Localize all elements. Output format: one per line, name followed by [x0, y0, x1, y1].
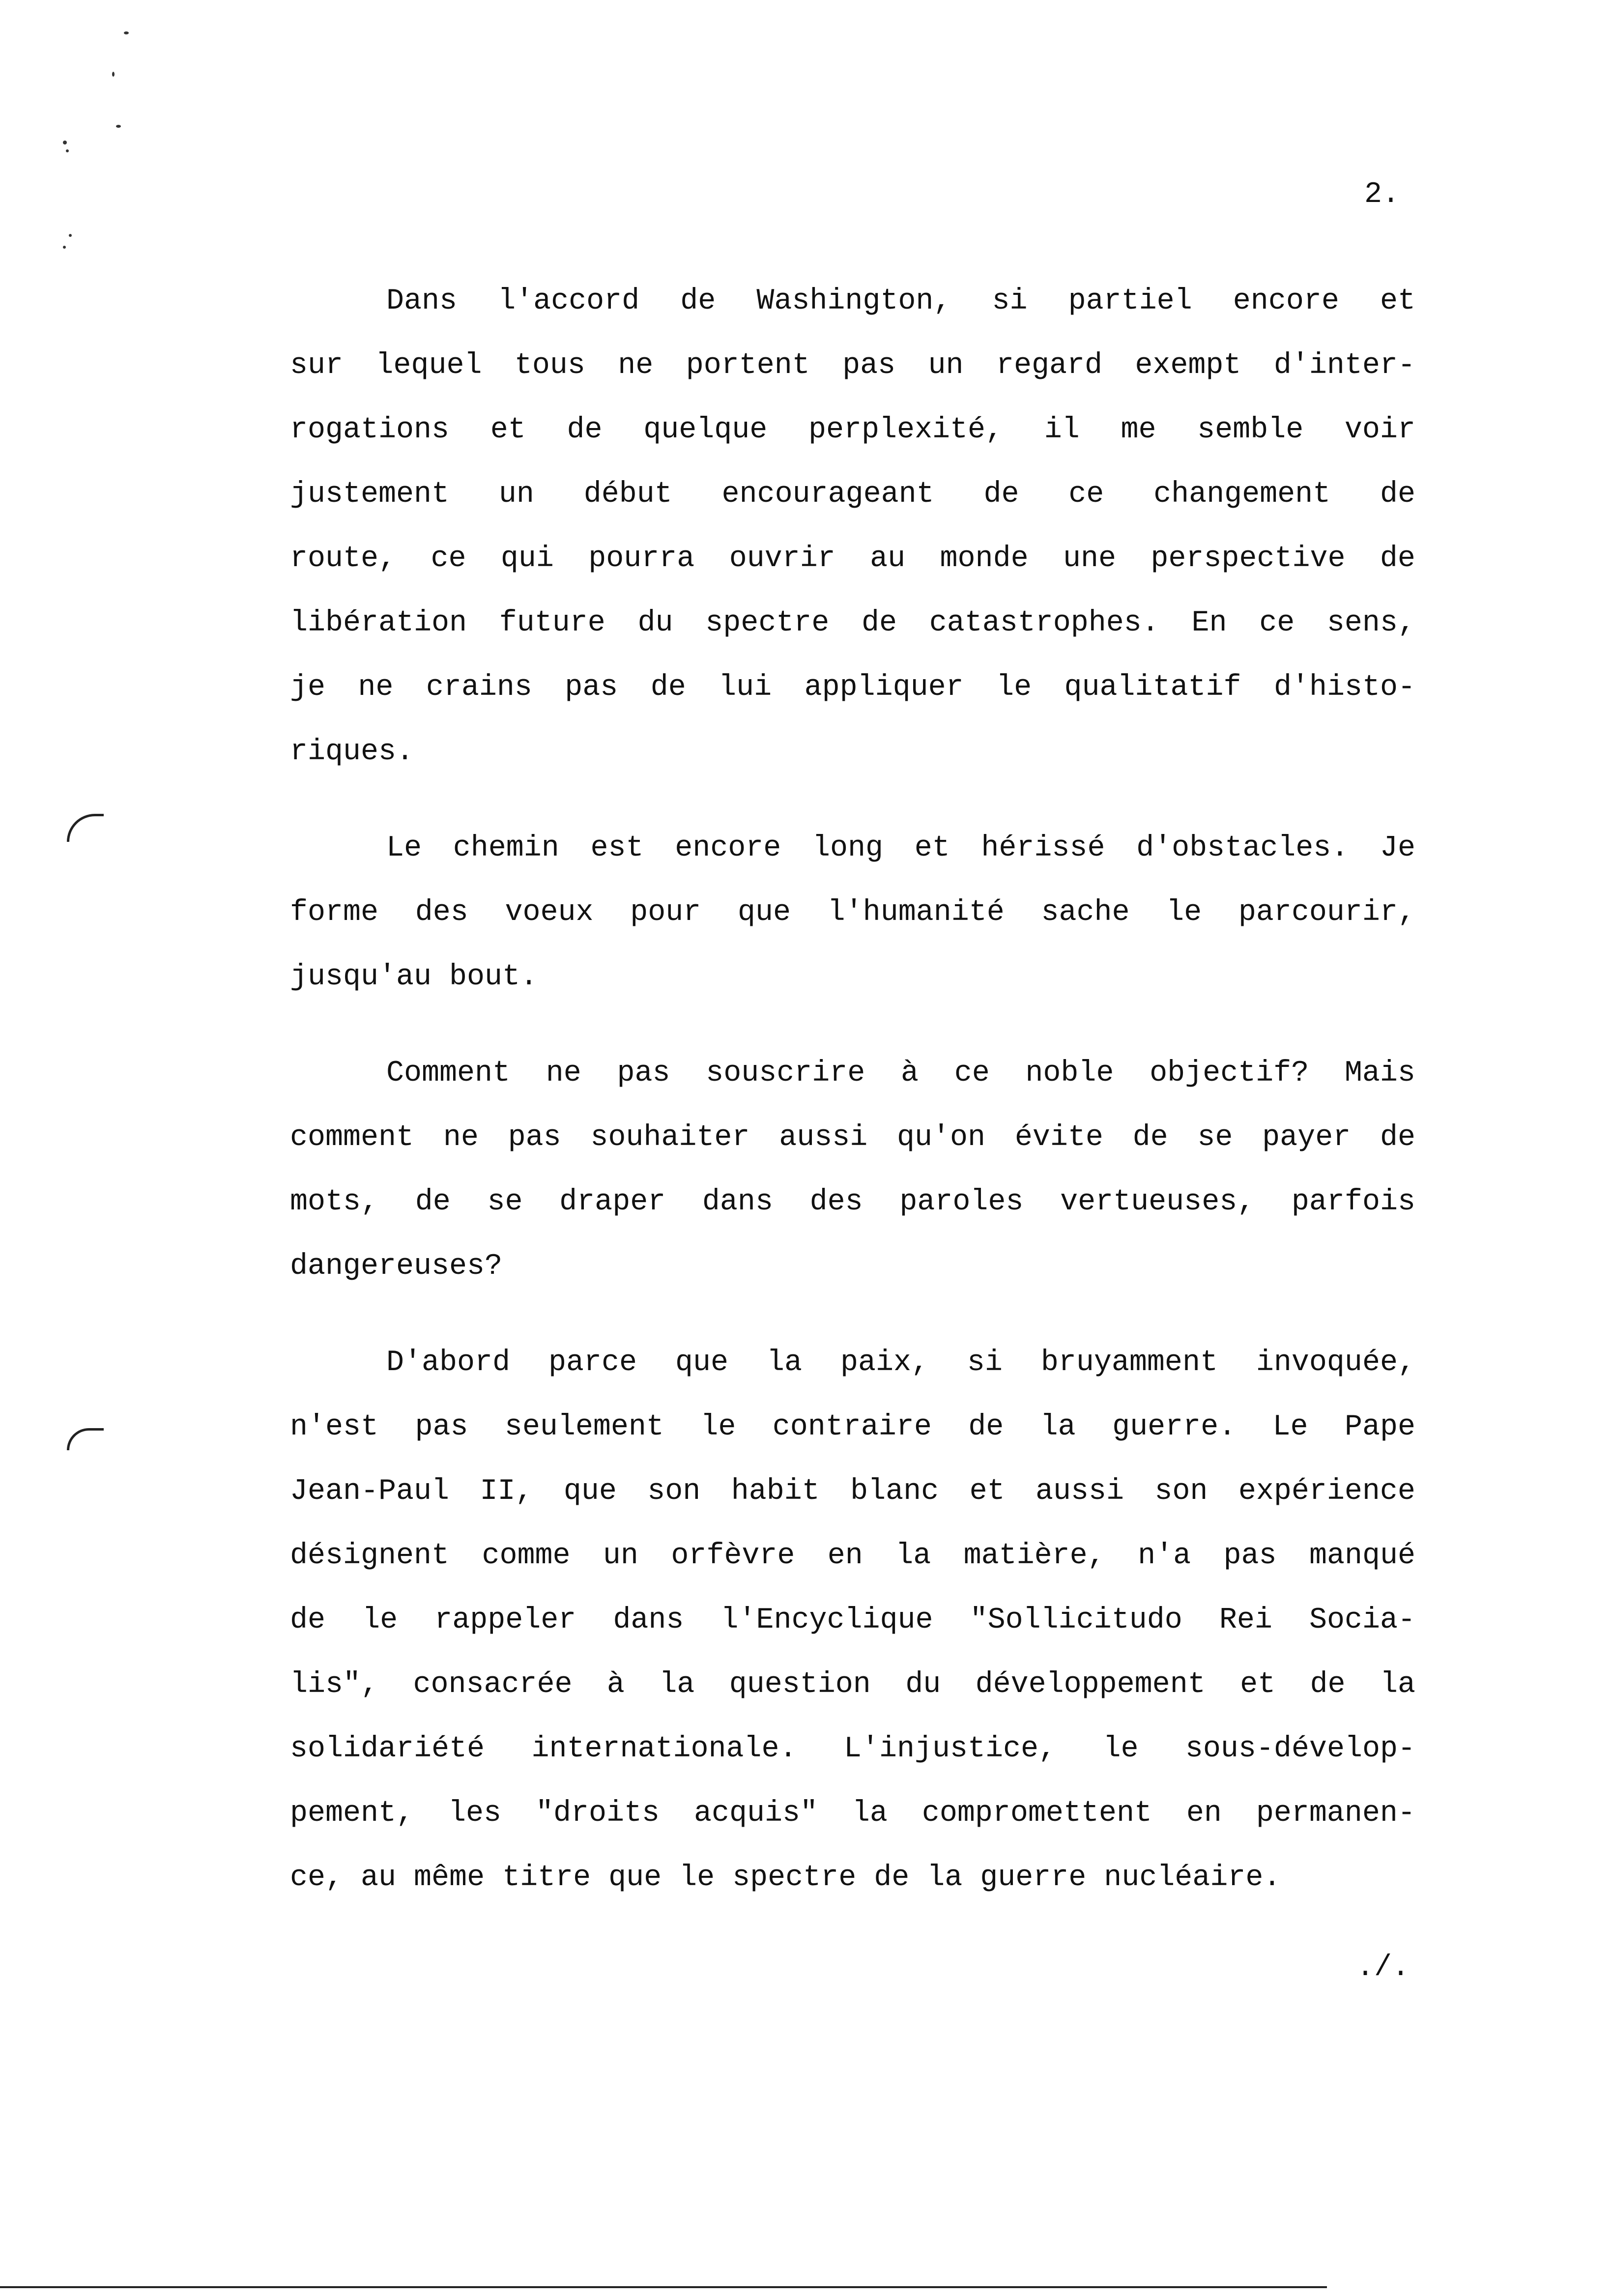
- text-line: solidariété internationale. L'injustice, le sous-dévelop-: [290, 1732, 1415, 1766]
- text-line: forme des voeux pour que l'humanité sache le parcourir,: [290, 896, 1415, 929]
- text-line: rogations et de quelque perplexité, il me semble voir: [290, 413, 1415, 447]
- text-line: désignent comme un orfèvre en la matière, n'a pas manqué: [290, 1539, 1415, 1573]
- text-line: n'est pas seulement le contraire de la guerre. Le Pape: [290, 1410, 1415, 1444]
- binder-hole-mark: [67, 1428, 104, 1450]
- body-text: [290, 269, 1415, 1910]
- scan-speck: [66, 149, 69, 152]
- bottom-rule: [0, 2286, 1327, 2288]
- scan-speck: [69, 234, 72, 237]
- scan-speck: [112, 72, 115, 77]
- text-line: je ne crains pas de lui appliquer le qualitatif d'histo-: [290, 671, 1415, 704]
- text-line: comment ne pas souhaiter aussi qu'on évite de se payer de: [290, 1121, 1415, 1154]
- text-line: Dans l'accord de Washington, si partiel encore et: [386, 285, 1415, 318]
- text-line: D'abord parce que la paix, si bruyamment invoquée,: [386, 1346, 1415, 1379]
- continuation-mark: ./.: [1356, 1951, 1410, 1984]
- scan-speck: [124, 31, 129, 34]
- text-line: Comment ne pas souscrire à ce noble objectif? Mais: [386, 1057, 1415, 1090]
- text-line: pement, les "droits acquis" la compromettent en permanen-: [290, 1797, 1415, 1830]
- binder-hole-mark: [67, 814, 104, 842]
- text-line: de le rappeler dans l'Encyclique "Sollicitudo Rei Socia-: [290, 1604, 1415, 1637]
- text-line: ce, au même titre que le spectre de la guerre nucléaire.: [290, 1861, 1281, 1894]
- text-line: justement un début encourageant de ce changement de: [290, 478, 1415, 511]
- text-line: route, ce qui pourra ouvrir au monde une perspective de: [290, 542, 1415, 575]
- text-line: lis", consacrée à la question du développement et de la: [290, 1668, 1415, 1701]
- paragraph-gap: [290, 1009, 1415, 1041]
- page-number: 2.: [1364, 178, 1400, 211]
- text-line: libération future du spectre de catastrophes. En ce sens,: [290, 606, 1415, 640]
- scan-speck: [116, 125, 121, 128]
- scan-speck: [63, 246, 66, 249]
- paragraph-gap: [290, 784, 1415, 816]
- text-line: Le chemin est encore long et hérissé d'obstacles. Je: [386, 832, 1415, 865]
- text-line: dangereuses?: [290, 1250, 503, 1283]
- text-line: riques.: [290, 735, 414, 769]
- text-line: Jean-Paul II, que son habit blanc et aussi son expérience: [290, 1475, 1415, 1508]
- scan-speck: [63, 141, 67, 144]
- text-line: sur lequel tous ne portent pas un regard exempt d'inter-: [290, 349, 1415, 382]
- paragraph-gap: [290, 1299, 1415, 1331]
- text-line: jusqu'au bout.: [290, 960, 538, 994]
- text-line: mots, de se draper dans des paroles vertueuses, parfois: [290, 1185, 1415, 1219]
